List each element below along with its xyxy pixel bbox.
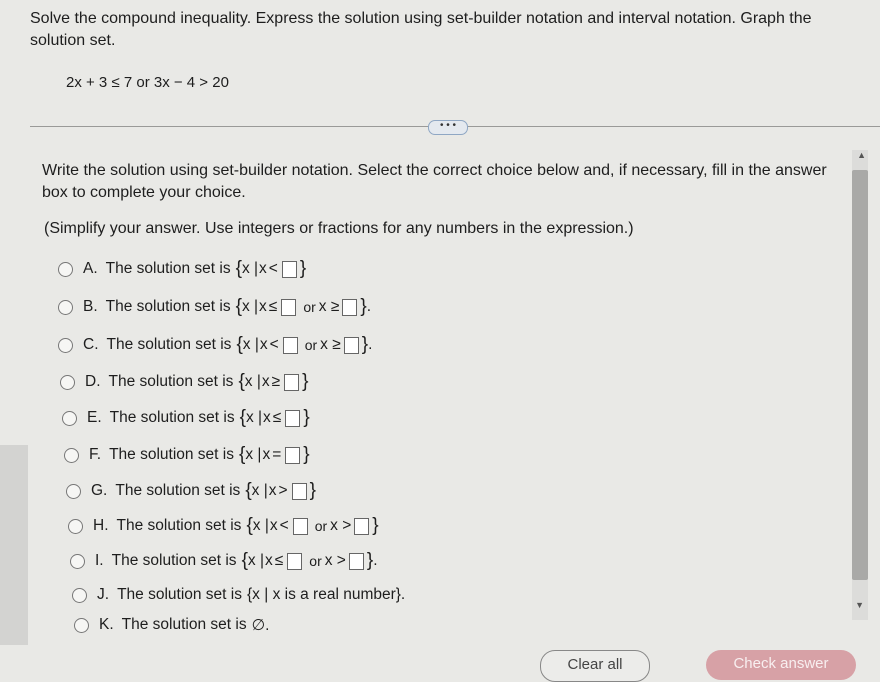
choice-j[interactable]: J. The solution set is {x | x is a real number}.	[72, 584, 405, 606]
answer-box[interactable]	[281, 299, 296, 316]
scrollbar-thumb[interactable]	[852, 170, 868, 580]
choice-e[interactable]: E. The solution set is { x | x ≤ }	[62, 407, 310, 429]
more-button[interactable]: • • •	[428, 120, 468, 135]
answer-box[interactable]	[285, 447, 300, 464]
radio-button[interactable]	[74, 618, 89, 633]
compound-inequality: 2x + 3 ≤ 7 or 3x − 4 > 20	[66, 74, 229, 91]
radio-button[interactable]	[68, 519, 83, 534]
answer-box[interactable]	[285, 410, 300, 427]
choice-b[interactable]: B. The solution set is { x | x ≤ or x ≥ } .	[58, 296, 371, 318]
simplify-note: (Simplify your answer. Use integers or fractions for any numbers in the expression.)	[44, 220, 634, 237]
radio-button[interactable]	[62, 411, 77, 426]
radio-button[interactable]	[58, 262, 73, 277]
answer-box[interactable]	[344, 337, 359, 354]
choice-c[interactable]: C. The solution set is { x | x < or x ≥ } .	[58, 334, 372, 356]
choice-g[interactable]: G. The solution set is { x | x > }	[66, 480, 316, 502]
choice-k[interactable]: K. The solution set is ∅.	[74, 614, 269, 636]
choice-d[interactable]: D. The solution set is { x | x ≥ }	[60, 371, 309, 393]
radio-button[interactable]	[58, 338, 73, 353]
clear-all-button[interactable]: Clear all	[540, 650, 650, 682]
radio-button[interactable]	[58, 300, 73, 315]
radio-button[interactable]	[72, 588, 87, 603]
choice-f[interactable]: F. The solution set is { x | x = }	[64, 444, 310, 466]
choice-h[interactable]: H. The solution set is { x | x < or x > }	[68, 515, 379, 537]
left-panel-shade	[0, 445, 28, 645]
radio-button[interactable]	[64, 448, 79, 463]
instructions: Write the solution using set-builder notation. Select the correct choice below and, if necessary, fill in the answer box to complete your choice.	[42, 162, 827, 201]
answer-box[interactable]	[354, 518, 369, 535]
answer-box[interactable]	[293, 518, 308, 535]
question-text: Solve the compound inequality. Express the solution using set-builder notation and interval notation. Graph the solution set.	[30, 10, 812, 49]
answer-box[interactable]	[349, 553, 364, 570]
answer-box[interactable]	[292, 483, 307, 500]
scroll-up-icon[interactable]: ▲	[857, 150, 866, 160]
scroll-down-icon[interactable]: ▼	[855, 600, 864, 610]
answer-box[interactable]	[284, 374, 299, 391]
radio-button[interactable]	[60, 375, 75, 390]
answer-box[interactable]	[283, 337, 298, 354]
check-answer-button[interactable]: Check answer	[706, 650, 856, 680]
answer-box[interactable]	[287, 553, 302, 570]
radio-button[interactable]	[66, 484, 81, 499]
answer-box[interactable]	[282, 261, 297, 278]
radio-button[interactable]	[70, 554, 85, 569]
answer-box[interactable]	[342, 299, 357, 316]
choice-a[interactable]: A. The solution set is { x | x < }	[58, 258, 306, 280]
choice-i[interactable]: I. The solution set is { x | x ≤ or x > } .	[70, 550, 378, 572]
